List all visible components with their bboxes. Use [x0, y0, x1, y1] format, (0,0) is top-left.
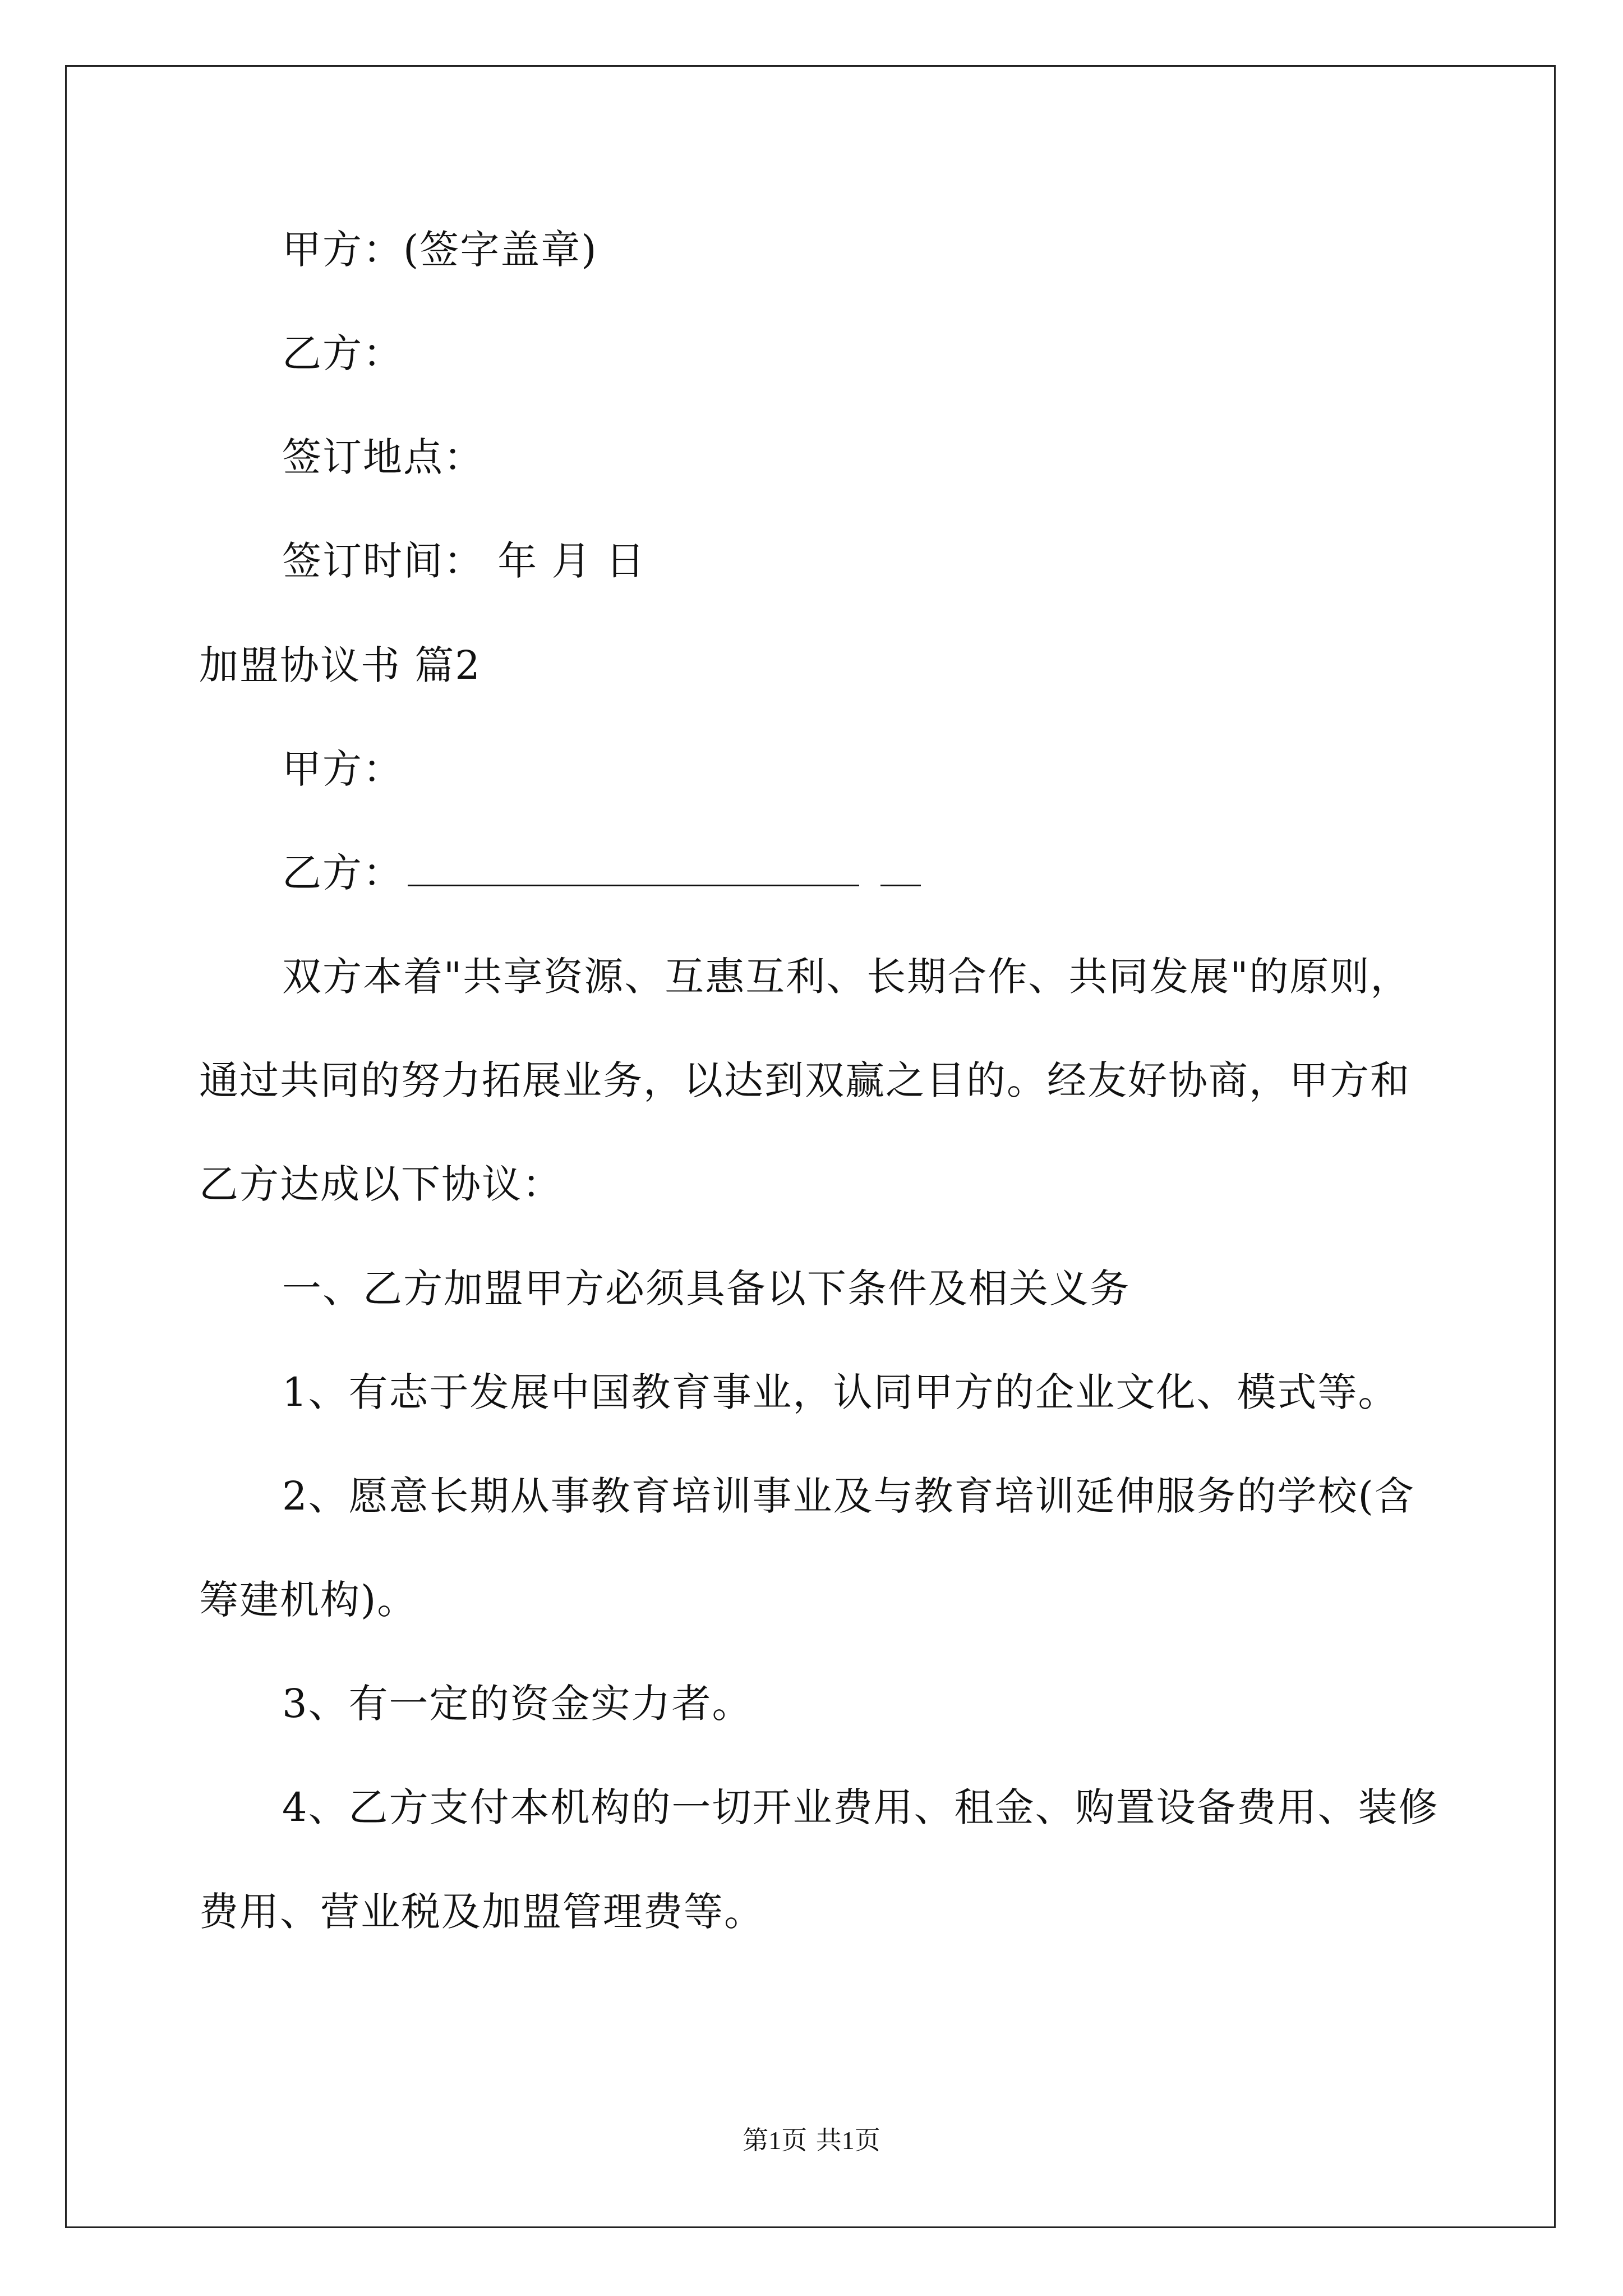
- party-b-blank-line: [282, 850, 921, 895]
- party-b-blank-short: [880, 853, 921, 886]
- clause-item-4-cont: 费用、营业税及加盟管理费等。: [199, 1889, 764, 1935]
- party-a-signature-line: 甲方：(签字盖章): [282, 227, 598, 273]
- clause-item-2-cont: 筹建机构)。: [199, 1577, 418, 1623]
- clause-item-2: 2、愿意长期从事教育培训事业及与教育培训延伸服务的学校(含: [282, 1473, 1415, 1519]
- party-b-label: 乙方：: [282, 850, 403, 896]
- paragraph-line: 乙方达成以下协议：: [199, 1161, 562, 1207]
- clause-heading: 一、乙方加盟甲方必须具备以下条件及相关义务: [282, 1266, 1130, 1312]
- paragraph-line: 双方本着"共享资源、互惠互利、长期合作、共同发展"的原则，: [282, 954, 1411, 1000]
- paragraph-line: 通过共同的努力拓展业务，以达到双赢之目的。经友好协商，甲方和: [199, 1057, 1410, 1103]
- clause-item-1: 1、有志于发展中国教育事业，认同甲方的企业文化、模式等。: [282, 1369, 1399, 1415]
- signing-date-line: 签订时间： 年 月 日: [282, 538, 646, 584]
- clause-item-3: 3、有一定的资金实力者。: [282, 1681, 753, 1727]
- page-footer: 第1页 共1页: [743, 2126, 880, 2155]
- party-b-line: 乙方：: [282, 330, 403, 376]
- section-heading: 加盟协议书 篇2: [199, 642, 481, 688]
- clause-item-4: 4、乙方支付本机构的一切开业费用、租金、购置设备费用、装修: [282, 1784, 1439, 1830]
- party-b-blank: [408, 853, 859, 886]
- party-a-line: 甲方：: [282, 746, 403, 792]
- signing-location-line: 签订地点：: [282, 434, 484, 480]
